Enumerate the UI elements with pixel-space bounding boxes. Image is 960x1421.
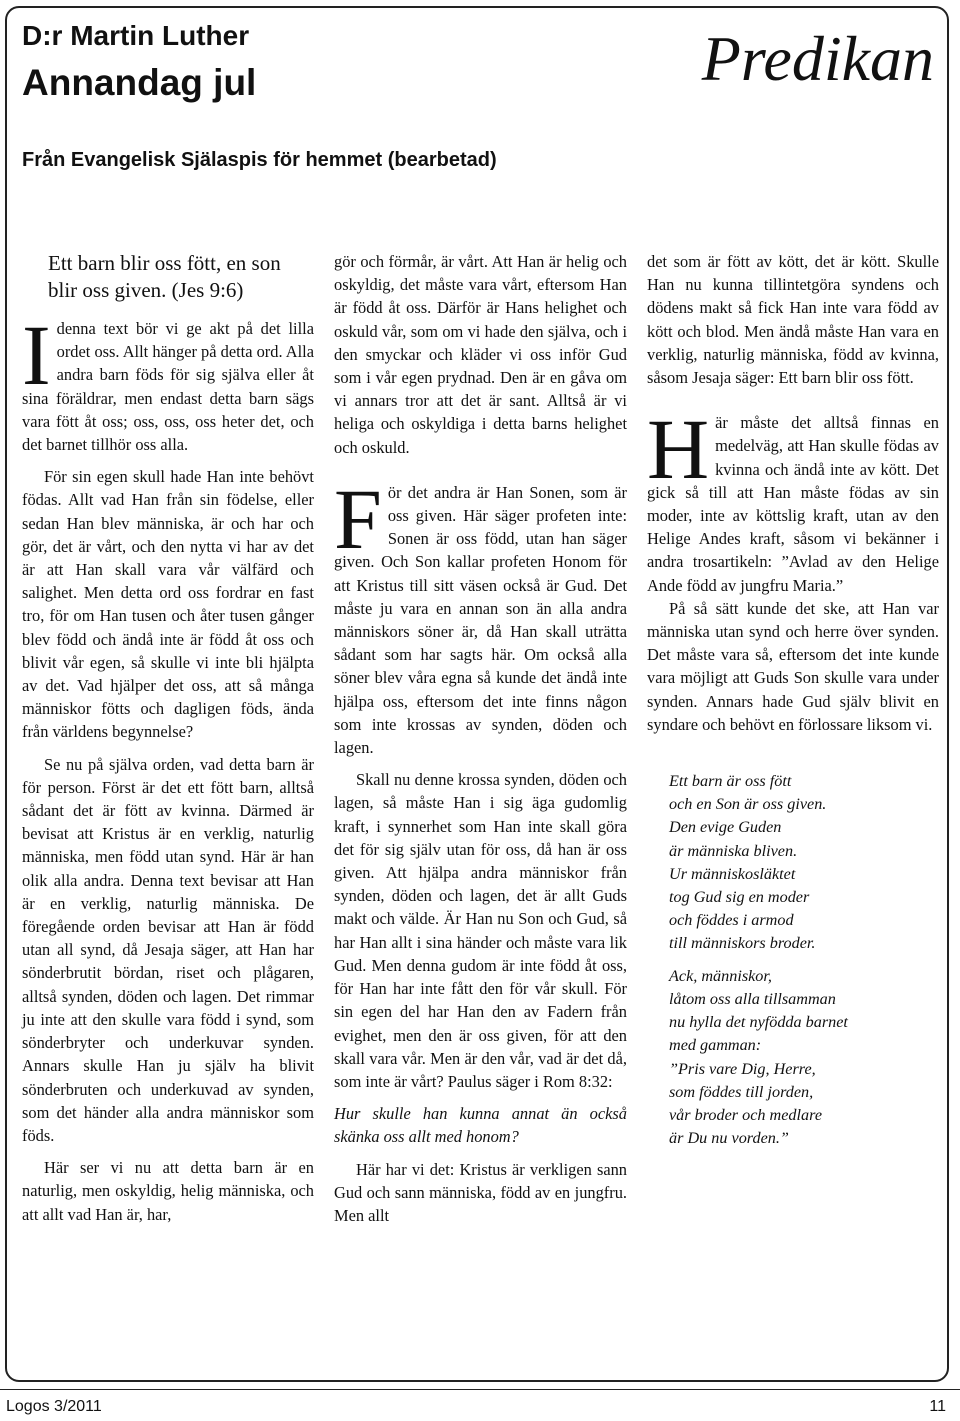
section-label: Predikan — [701, 23, 934, 94]
text-column-3 — [647, 250, 939, 1150]
text-column-2 — [334, 250, 627, 1227]
footer-issue: Logos 3/2011 — [6, 1398, 102, 1415]
paragraph: Här ser vi nu att detta barn är en naturlig, men oskyldig, helig människa, och att allt vad Han är, har, — [22, 1158, 314, 1224]
paragraph: Se nu på själva orden, vad detta barn är för person. Först är det ett fött barn, alltså sådant det är fött av kvinna. Därmed är bevisat att Kristus är en verklig, naturlig människa, men född utan synd. Här är han olik alla andra. Denna text bevisar att Han är en verklig, naturlig människa. De föregående orden bevisar att Han är född utan all synd, då Jesaja säger, att Han har sönderbrutit bördan, riset och plågaren, alltså synden, döden och lagen. Det rimmar ju inte att den skulle vara född i synd, som sönderbryter och underkuvar synden. Annars skulle Han ju själv ha blivit sönderbruten och underkuvad av synden, som det händer alla andra människor som föds. — [22, 754, 314, 1145]
poem-line: Ack, människor, — [669, 966, 772, 985]
paragraph: det som är fött av kött, det är kött. Skulle Han nu kunna tillintetgöra syndens och dödens makt så fick Han inte vara född av kött och blod. Men ändå måste Han vara en verklig, naturlig människa, född av kvinna, såsom Jesaja säger: Ett barn blir oss fött. — [647, 252, 939, 388]
paragraph-text: ör det andra är Han Sonen, som är oss given. Här säger profeten inte: Sonen är oss född, utan han säger given. Och Son kallar profeten Honom för att Kristus till sitt väsen också är Gud. Det måste ju vara en annan son än alla andra människors söner är, då Han skall uträtta sådant som har sagts här. Om också alla söner blev våra egna så kunde det ändå inte hjälpa oss, eftersom det inte finns någon som inte krossas av synden, döden och lagen. — [334, 482, 627, 758]
poem-line: ”Pris vare Dig, Herre, — [669, 1059, 816, 1078]
verse-heading: Ett barn blir oss fött, en son blir oss given. (Jes 9:6) — [48, 251, 281, 302]
bible-quote: Hur skulle han kunna annat än också skänka oss allt med honom? — [334, 1104, 627, 1147]
poem-line: är människa bliven. — [669, 841, 798, 860]
paragraph-text: denna text bör vi ge akt på det lilla ordet oss. Allt hänger på detta ord. Alla andra barn föds för sig själva eller åt sina föräldrar, men endast detta barn sägs vara fött åt oss; oss, oss, oss heter det, och det barnet tillhör oss alla. — [22, 319, 314, 455]
text-column-1 — [22, 250, 314, 1226]
poem-line: låtom oss alla tillsamman — [669, 989, 836, 1008]
poem-line: Ett barn är oss fött — [669, 772, 792, 791]
poem-line: Ur människosläktet — [669, 864, 796, 883]
article-source: Från Evangelisk Själaspis för hemmet (bearbetad) — [22, 149, 497, 171]
page-footer — [0, 1389, 960, 1421]
poem-line: och föddes i armod — [669, 911, 794, 930]
poem-line: med gamman: — [669, 1036, 762, 1055]
poem-line: och en Son är oss given. — [669, 795, 827, 814]
article-title: Annandag jul — [22, 62, 257, 103]
paragraph-text: är måste det alltså finnas en medelväg, att Han skulle födas av kvinna och ändå inte av kött. Det gick så till att Han måste födas av sin moder, inte av köttslig kraft, utan av den Helige Andes kraft, såsom vi bekänner i andra trosartikeln: ”Avlad av den Helige Ande född av jungfru Maria.” — [647, 413, 939, 595]
drop-cap: I — [22, 307, 51, 403]
poem-line: är Du nu vorden.” — [669, 1129, 789, 1148]
paragraph: För sin egen skull hade Han inte behövt födas. Allt vad Han från sin födelse, eller sedan Han blev människa, är och har och gör, det är vårt, och den nytta vi har av det är att Han skall vara vår välfärd och salighet. Men detta ord oss fordrar en fast tro, för om Han tusen och åter tusen gånger blev född och ändå inte är född åt oss och blivit vår egen, så skulle vi inte bli hjälpta av det. Vad hjälper det oss, att så många människor fötts och dagligen föds, ända från världens begynnelse? — [22, 467, 314, 742]
paragraph — [22, 307, 314, 456]
paragraph: Skall nu denne krossa synden, döden och lagen, så måste Han i sig äga gudomlig kraft, i synnerhet som Han inte skall göra det för sig själv utan för oss, då han är oss given. Att hjälpa andra människor från synden, döden och lagen, det är allt Guds makt och välde. Är Han nu Son och Gud, så har Han allt i sina händer och måste vara lik Gud. Men denna gudom är inte född åt oss, för Han har inte fått den för vår skull. För sin egen del har Han den av Fadern från evighet, men den är oss given, för att den skall vara vår. Men är den vår, vad är det då, som inte är vårt? Paulus säger i Rom 8:32: — [334, 770, 627, 1091]
paragraph — [647, 401, 939, 597]
page-number: 11 — [929, 1398, 946, 1415]
poem — [669, 770, 939, 1150]
poem-line: nu hylla det nyfödda barnet — [669, 1013, 848, 1032]
paragraph: På så sätt kunde det ske, att Han var människa utan synd och herre över synden. Det måste vara så, eftersom det inte kunde vara möjligt att Guds Son skulle vara under synden. Annars hade Gud själv blivit en syndare och behövt en förlossare liksom vi. — [647, 598, 939, 734]
poem-line: till människors broder. — [669, 934, 816, 953]
paragraph: gör och förmår, är vårt. Att Han är helig och oskyldig, det måste vara vårt, eftersom Han är född åt oss. Därför är Hans helighet och oskuld vår, som om vi hade den själva, och i den smyckar och kläder vi oss inför Gud som i vår egen prydnad. Den är en gåva om vi annars tror att det är sant. Alltså är vi heliga och oskyldiga i detta barns helighet och oskuld. — [334, 252, 627, 457]
drop-cap: F — [334, 470, 382, 567]
poem-line: vår broder och medlare — [669, 1105, 822, 1124]
paragraph — [334, 470, 627, 759]
poem-line: Den evige Guden — [669, 818, 782, 837]
poem-line: tog Gud sig en moder — [669, 888, 810, 907]
paragraph: Här har vi det: Kristus är verkligen sann Gud och sann människa, född av en jungfru. Men allt — [334, 1159, 627, 1225]
drop-cap: H — [647, 401, 710, 498]
poem-line: som föddes till jorden, — [669, 1082, 814, 1101]
article-author: D:r Martin Luther — [22, 20, 250, 51]
